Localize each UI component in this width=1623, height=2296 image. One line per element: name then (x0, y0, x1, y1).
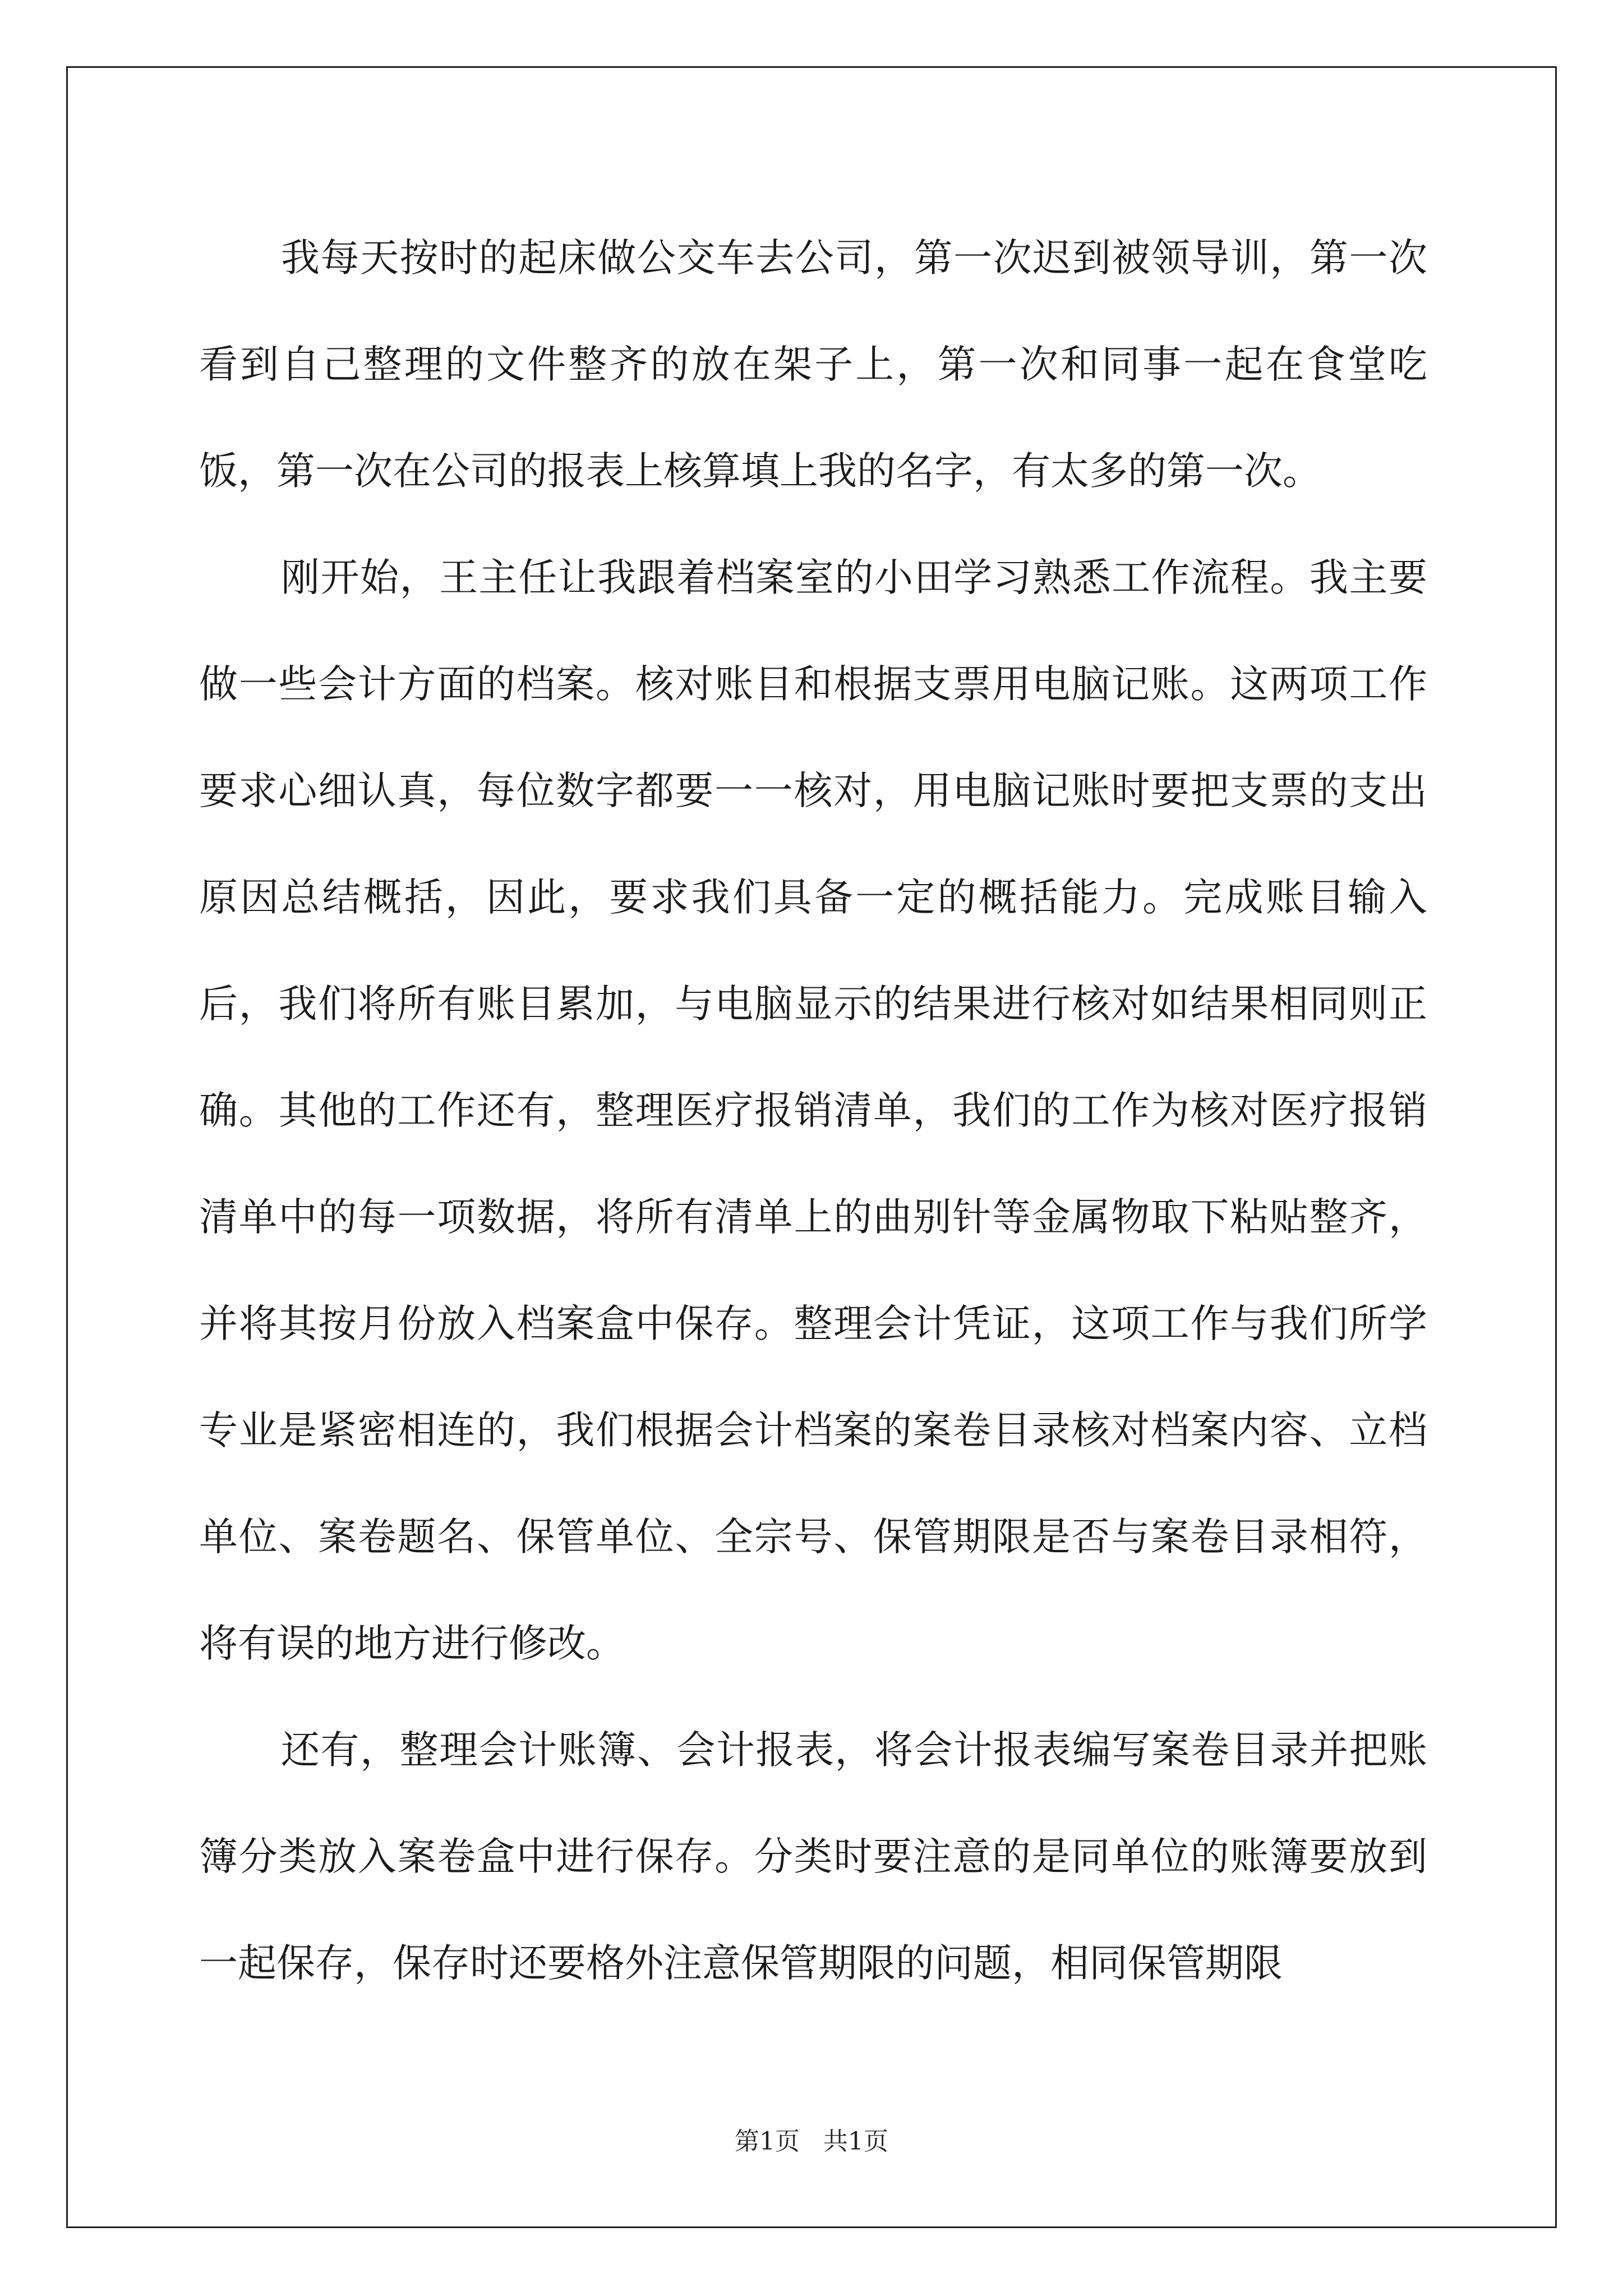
page-total: 共1页 (823, 2127, 888, 2156)
paragraph-1: 我每天按时的起床做公交车去公司，第一次迟到被领导训，第一次看到自己整理的文件整齐的放在架子上，第一次和同事一起在食堂吃饭，第一次在公司的报表上核算填上我的名字，有太多的第一次。 (199, 236, 1427, 494)
page-number: 第1页 (735, 2127, 800, 2156)
paragraph-2: 刚开始，王主任让我跟着档案室的小田学习熟悉工作流程。我主要做一些会计方面的档案。核对账目和根据支票用电脑记账。这两项工作要求心细认真，每位数字都要一一核对，用电脑记账时要把支票的支出原因总结概括，因此，要求我们具备一定的概括能力。完成账目输入后，我们将所有账目累加，与电脑显示的结果进行核对如结果相同则正确。其他的工作还有，整理医疗报销清单，我们的工作为核对医疗报销清单中的每一项数据，将所有清单上的曲别针等金属物取下粘贴整齐，并将其按月份放入档案盒中保存。整理会计凭证，这项工作与我们所学专业是紧密相连的，我们根据会计档案的案卷目录核对档案内容、立档单位、案卷题名、保管单位、全宗号、保管期限是否与案卷目录相符，将有误的地方进行修改。 (199, 555, 1427, 1666)
document-body (199, 205, 1427, 2017)
paragraph-3: 还有，整理会计账簿、会计报表，将会计报表编写案卷目录并把账簿分类放入案卷盒中进行保存。分类时要注意的是同单位的账簿要放到一起保存，保存时还要格外注意保管期限的问题，相同保管期限 (199, 1728, 1427, 1986)
page-footer (0, 2125, 1623, 2159)
